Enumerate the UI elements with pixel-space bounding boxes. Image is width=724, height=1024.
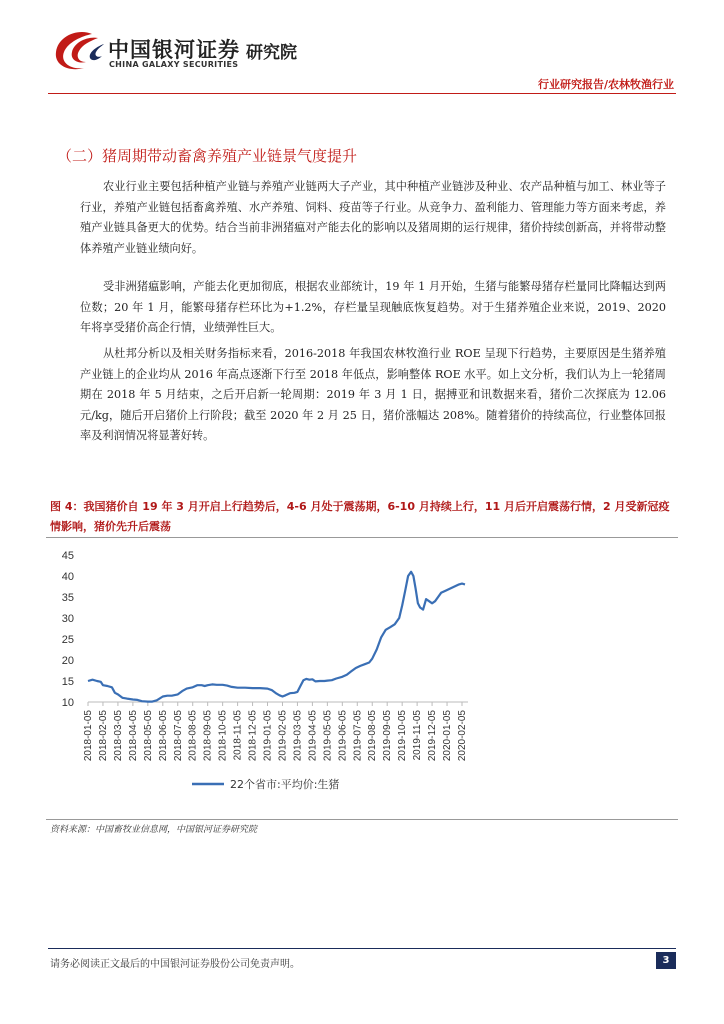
report-tag: 行业研究报告/农林牧渔行业 — [537, 78, 674, 91]
header-divider — [48, 93, 676, 94]
x-tick-label: 2019-06-05 — [337, 710, 349, 762]
paragraph-3: 从杜邦分析以及相关财务指标来看，2016-2018 年我国农林牧渔行业 ROE 呈现下行趋势，主要原因是生猪养殖产业链上的企业均从 2016 年高点逐渐下行至 2018 年低点，影响整体 ROE 水平。如上文分析，我们认为上一轮猪周期在 2018 年 5 月结束，之后开启新一轮周期：2019 年 3 月 1 日，据搏亚和讯数据来看，猪价二次探底为 12.06 元/kg，随后开启猪价上行阶段；截至 2020 年 2 月 25 日，猪价涨幅达 208%。随着猪价的持续高位，行业整体回报率及利润情况将显著好转。 — [80, 347, 666, 442]
section-title: （二）猪周期带动畜禽养殖产业链景气度提升 — [57, 147, 358, 165]
legend-label: 22个省市:平均价:生猪 — [230, 778, 340, 791]
y-tick-label: 40 — [61, 571, 74, 583]
x-tick-label: 2019-09-05 — [382, 710, 394, 762]
x-tick-label: 2020-01-05 — [442, 710, 454, 762]
x-tick-label: 2018-02-05 — [97, 710, 109, 762]
x-tick-label: 2019-01-05 — [262, 710, 274, 762]
x-tick-label: 2019-03-05 — [292, 710, 304, 762]
series-line — [88, 572, 465, 702]
y-tick-label: 45 — [61, 550, 74, 562]
pig-price-line-chart — [46, 540, 678, 810]
x-tick-label: 2019-12-05 — [427, 710, 439, 762]
paragraph-1: 农业行业主要包括种植产业链与养殖产业链两大子产业，其中种植产业链涉及种业、农产品种植与加工、林业等子行业，养殖产业链包括畜禽养殖、水产养殖、饲料、疫苗等子行业。从竞争力、盈利能力、管理能力等方面来考虑，养殖产业链具备更大的优势。结合当前非洲猪瘟对产能去化的影响以及猪周期的运行规律，猪价持续创新高，并将带动整体养殖产业链业绩向好。 — [80, 180, 666, 255]
x-tick-label: 2019-07-05 — [352, 710, 364, 762]
x-tick-label: 2019-05-05 — [322, 710, 334, 762]
figure-source: 资料来源：中国畜牧业信息网，中国银河证券研究院 — [50, 825, 258, 835]
y-tick-label: 25 — [61, 634, 74, 646]
x-tick-label: 2019-04-05 — [307, 710, 319, 762]
x-tick-label: 2018-10-05 — [217, 710, 229, 762]
y-tick-label: 35 — [61, 592, 74, 604]
department-name: 研究院 — [246, 43, 297, 63]
x-tick-label: 2018-11-05 — [232, 710, 244, 761]
y-tick-label: 20 — [61, 655, 74, 667]
source-rule — [46, 819, 678, 820]
x-tick-label: 2018-12-05 — [247, 710, 259, 762]
company-name-en: CHINA GALAXY SECURITIES — [109, 60, 239, 69]
x-tick-label: 2018-03-05 — [112, 710, 124, 762]
x-tick-label: 2018-07-05 — [172, 710, 184, 762]
page-number: 3 — [656, 952, 676, 969]
x-tick-label: 2018-08-05 — [187, 710, 199, 762]
x-tick-label: 2019-08-05 — [367, 710, 379, 762]
paragraph-2: 受非洲猪瘟影响，产能去化更加彻底，根据农业部统计，19 年 1 月开始，生猪与能繁母猪存栏量同比降幅达到两位数；20 年 1 月，能繁母猪存栏环比为+1.2%，存栏量呈现触底恢复趋势。对于生猪养殖企业来说，2019、2020 年将享受猪价高企行情，业绩弹性巨大。 — [80, 280, 666, 334]
company-name-cn: 中国银河证券 — [108, 38, 240, 62]
x-tick-label: 2018-04-05 — [127, 710, 139, 762]
y-tick-label: 15 — [61, 676, 74, 688]
y-tick-label: 30 — [61, 613, 74, 625]
x-tick-label: 2019-11-05 — [412, 710, 424, 761]
x-tick-label: 2018-01-05 — [83, 710, 94, 762]
x-tick-label: 2018-06-05 — [157, 710, 169, 762]
figure-top-rule — [46, 537, 678, 538]
x-tick-label: 2020-02-05 — [457, 710, 468, 762]
footer-divider — [48, 948, 676, 949]
x-tick-label: 2019-02-05 — [277, 710, 289, 762]
y-tick-label: 10 — [61, 697, 74, 709]
galaxy-logo-icon — [48, 26, 110, 74]
x-tick-label: 2019-10-05 — [397, 710, 409, 762]
figure-title: 图 4：我国猪价自 19 年 3 月开启上行趋势后，4-6 月处于震荡期，6-10 月持续上行，11 月后开启震荡行情，2 月受新冠疫情影响，猪价先升后震荡 — [50, 500, 670, 533]
x-tick-label: 2018-05-05 — [142, 710, 154, 762]
footer-disclaimer: 请务必阅读正文最后的中国银河证券股份公司免责声明。 — [50, 959, 300, 970]
x-tick-label: 2018-09-05 — [202, 710, 214, 762]
